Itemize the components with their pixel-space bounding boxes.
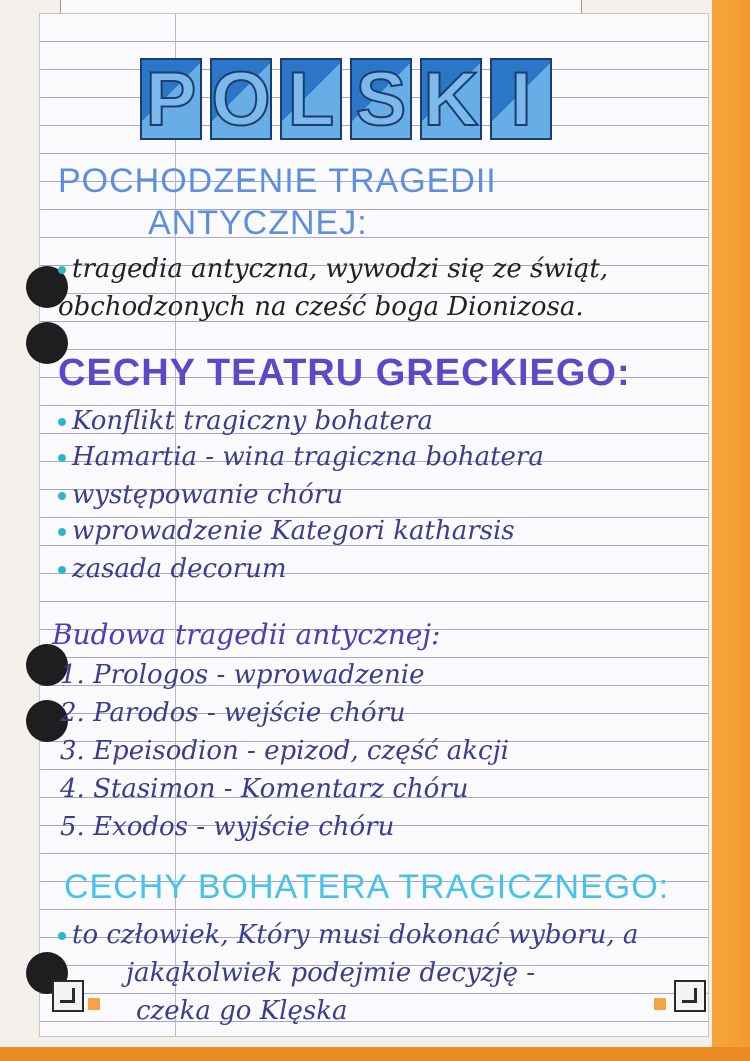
bullet-dot [58, 932, 66, 940]
list-item: 4. Stasimon - Komentarz chóru [60, 774, 469, 804]
section-heading-structure: Budowa tragedii antycznej: [52, 618, 441, 651]
list-item: Konflikt tragiczny bohatera [58, 406, 433, 436]
origin-text: tragedia antyczna, wywodzi się ze świąt, [72, 254, 609, 284]
page-title [140, 58, 590, 148]
title-letter: L [280, 58, 342, 140]
bullet-dot [58, 528, 66, 536]
title-letter: O [211, 56, 271, 142]
hero-line: czeka go Klęska [136, 996, 348, 1026]
bullet-dot [58, 566, 66, 574]
page-corner-marker [52, 980, 84, 1012]
notebook-page [40, 14, 708, 1036]
section-heading-theatre: CECHY TEATRU GRECKIEGO: [58, 352, 631, 394]
bullet-dot [58, 418, 66, 426]
corner-dot [88, 998, 100, 1010]
list-item: 1. Prologos - wprowadzenie [60, 660, 425, 690]
bullet-dot [58, 266, 66, 274]
section-heading-origin-cont: ANTYCZNEJ: [148, 204, 368, 242]
title-letter: S [350, 58, 412, 140]
list-item: 2. Parodos - wejście chóru [60, 698, 406, 728]
list-item: 5. Exodos - wyjście chóru [60, 812, 395, 842]
section-heading-origin: POCHODZENIE TRAGEDII [58, 162, 497, 200]
corner-dot [654, 998, 666, 1010]
origin-line [58, 254, 608, 284]
title-letter: P [140, 58, 202, 140]
list-item: wprowadzenie Kategori katharsis [58, 516, 515, 546]
hero-line: jakąkolwiek podejmie decyzję - [126, 958, 536, 988]
bullet-dot [58, 454, 66, 462]
origin-line: obchodzonych na cześć boga Dionizosa. [58, 292, 584, 322]
hero-line: to człowiek, Który musi dokonać wyboru, a [58, 920, 638, 950]
list-item: występowanie chóru [58, 480, 343, 510]
title-letter: K [420, 58, 482, 140]
title-letter: I [490, 58, 552, 140]
list-item: Hamartia - wina tragiczna bohatera [58, 442, 544, 472]
list-item: zasada decorum [58, 554, 287, 584]
orange-desk-strip [0, 1047, 750, 1061]
page-corner-marker [674, 980, 706, 1012]
section-heading-hero: CECHY BOHATERA TRAGICZNEGO: [64, 868, 670, 906]
list-item: 3. Epeisodion - epizod, część akcji [60, 736, 509, 766]
bullet-dot [58, 492, 66, 500]
